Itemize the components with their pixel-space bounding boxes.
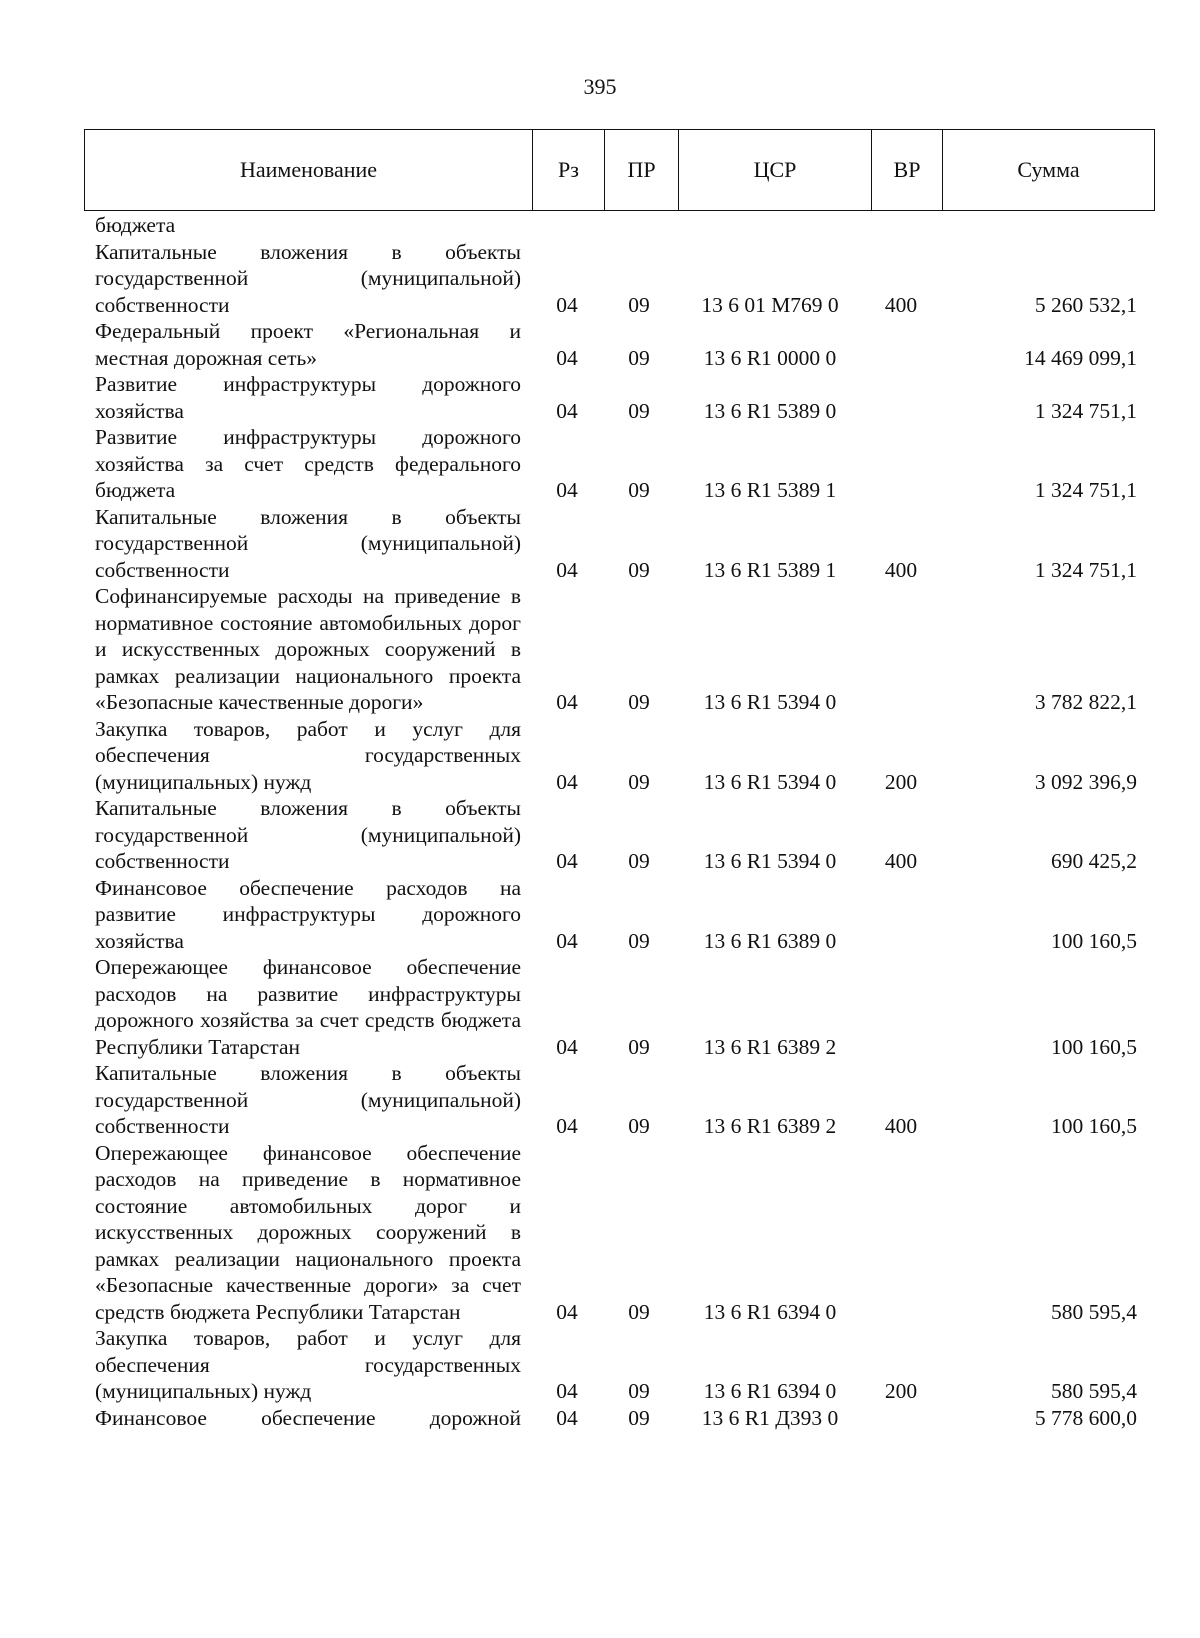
row-name: Капитальные вложения в объекты государственной (муниципальной) собственности [95, 796, 521, 873]
row-vr: 400 [884, 1114, 918, 1138]
table-row [84, 1140, 1148, 1326]
row-rz: 04 [556, 1379, 578, 1403]
row-name: Капитальные вложения в объекты государственной (муниципальной) собственности [95, 504, 521, 582]
row-pr: 09 [628, 769, 650, 794]
row-pr: 09 [628, 557, 650, 582]
row-rz: 04 [556, 849, 578, 873]
row-csr: 13 6 R1 6394 0 [703, 1299, 837, 1324]
row-sum: 5 778 600,0 [1034, 1405, 1137, 1430]
row-vr: 400 [884, 292, 918, 317]
row-rz: 04 [556, 557, 578, 582]
row-sum: 1 324 751,1 [1034, 557, 1137, 582]
row-name: Софинансируемые расходы на приведение в нормативное состояние автомобильных дорог и искусственных дорожных сооружений в рамках реализации национального проекта «Безопасные качественные дороги» [95, 584, 521, 714]
table-row [84, 795, 1148, 875]
row-csr: 13 6 R1 5394 0 [703, 849, 837, 873]
table-row [84, 318, 1148, 371]
row-sum: 580 595,4 [1051, 1299, 1137, 1324]
row-name: Опережающее финансовое обеспечение расходов на приведение в нормативное состояние автомобильных дорог и искусственных дорожных сооружений в рамках реализации национального проекта «Безопасные качественные дороги» за счет средств бюджета Республики Татарстан [95, 1140, 521, 1324]
row-pr: 09 [628, 849, 650, 873]
row-pr: 09 [628, 1114, 650, 1138]
header-rz: Рз [533, 130, 605, 211]
row-name: Закупка товаров, работ и услуг для обеспечения государственных (муниципальных) нужд [95, 716, 521, 794]
header-pr: ПР [605, 130, 679, 211]
row-vr: 400 [884, 557, 918, 582]
row-rz: 04 [556, 398, 578, 423]
row-csr: 13 6 R1 6389 2 [703, 1034, 837, 1059]
row-sum: 100 160,5 [1051, 1114, 1137, 1138]
row-rz: 04 [556, 478, 578, 502]
row-name: Развитие инфраструктуры дорожного хозяйства за счет средств федерального бюджета [95, 425, 521, 502]
row-name: бюджета [95, 213, 176, 237]
table-row [84, 954, 1148, 1060]
row-csr: 13 6 R1 5389 1 [703, 557, 837, 582]
row-csr: 13 6 R1 5389 1 [703, 478, 837, 502]
table-row [84, 212, 1148, 239]
row-pr: 09 [628, 1379, 650, 1403]
row-vr: 400 [884, 849, 918, 873]
row-rz: 04 [556, 769, 578, 794]
row-rz: 04 [556, 292, 578, 317]
table-row [84, 371, 1148, 424]
row-vr: 200 [884, 769, 918, 794]
row-pr: 09 [628, 1034, 650, 1059]
row-name: Капитальные вложения в объекты государственной (муниципальной) собственности [95, 239, 521, 317]
row-rz: 04 [556, 1299, 578, 1324]
table-row [84, 239, 1148, 319]
row-sum: 580 595,4 [1051, 1379, 1137, 1403]
row-sum: 100 160,5 [1051, 1034, 1137, 1059]
row-pr: 09 [628, 928, 650, 953]
table-row [84, 875, 1148, 955]
row-vr: 200 [884, 1379, 918, 1403]
row-csr: 13 6 R1 Д393 0 [701, 1405, 839, 1430]
row-csr: 13 6 R1 6389 0 [703, 928, 837, 953]
row-sum: 1 324 751,1 [1034, 478, 1137, 502]
row-pr: 09 [628, 345, 650, 370]
row-csr: 13 6 R1 5394 0 [703, 769, 837, 794]
row-sum: 3 782 822,1 [1034, 690, 1137, 714]
row-rz: 04 [556, 928, 578, 953]
row-rz: 04 [556, 345, 578, 370]
row-sum: 14 469 099,1 [1024, 345, 1137, 370]
row-csr: 13 6 R1 0000 0 [703, 345, 837, 370]
table-row [84, 1325, 1148, 1405]
row-name: Капитальные вложения в объекты государственной (муниципальной) собственности [95, 1061, 521, 1138]
row-csr: 13 6 R1 6389 2 [703, 1114, 837, 1138]
row-pr: 09 [628, 398, 650, 423]
row-pr: 09 [628, 1299, 650, 1324]
row-name: Финансовое обеспечение расходов на развитие инфраструктуры дорожного хозяйства [95, 875, 521, 953]
page-number: 395 [583, 74, 617, 99]
header-vr: ВР [872, 130, 943, 211]
row-rz: 04 [556, 1114, 578, 1138]
table-row [84, 1405, 1148, 1432]
row-rz: 04 [556, 690, 578, 714]
row-rz: 04 [556, 1405, 578, 1430]
row-pr: 09 [628, 690, 650, 714]
row-name: Финансовое обеспечение дорожной [95, 1405, 521, 1430]
row-sum: 690 425,2 [1051, 849, 1137, 873]
table-row [84, 716, 1148, 796]
row-sum: 100 160,5 [1051, 928, 1137, 953]
row-csr: 13 6 R1 6394 0 [703, 1379, 837, 1403]
table-header [84, 129, 1155, 211]
row-name: Развитие инфраструктуры дорожного хозяйства [95, 372, 521, 423]
row-sum: 3 092 396,9 [1034, 769, 1137, 794]
row-name: Федеральный проект «Региональная и местная дорожная сеть» [95, 319, 521, 370]
row-rz: 04 [556, 1034, 578, 1059]
row-sum: 5 260 532,1 [1034, 292, 1137, 317]
table-row [84, 583, 1148, 716]
row-csr: 13 6 R1 5394 0 [703, 690, 837, 714]
header-name: Наименование [85, 130, 533, 211]
row-csr: 13 6 01 М769 0 [701, 292, 839, 317]
row-sum: 1 324 751,1 [1034, 398, 1137, 423]
row-pr: 09 [628, 292, 650, 317]
row-pr: 09 [628, 478, 650, 502]
header-sum: Сумма [943, 130, 1155, 211]
row-name: Опережающее финансовое обеспечение расходов на развитие инфраструктуры дорожного хозяйства за счет средств бюджета Республики Татарстан [95, 955, 521, 1059]
row-pr: 09 [628, 1405, 650, 1430]
header-csr: ЦСР [679, 130, 872, 211]
row-name: Закупка товаров, работ и услуг для обеспечения государственных (муниципальных) нужд [95, 1326, 521, 1403]
table-row [84, 424, 1148, 504]
row-csr: 13 6 R1 5389 0 [703, 398, 837, 423]
table-row [84, 1060, 1148, 1140]
table-row [84, 504, 1148, 584]
table-body [84, 212, 1148, 1431]
